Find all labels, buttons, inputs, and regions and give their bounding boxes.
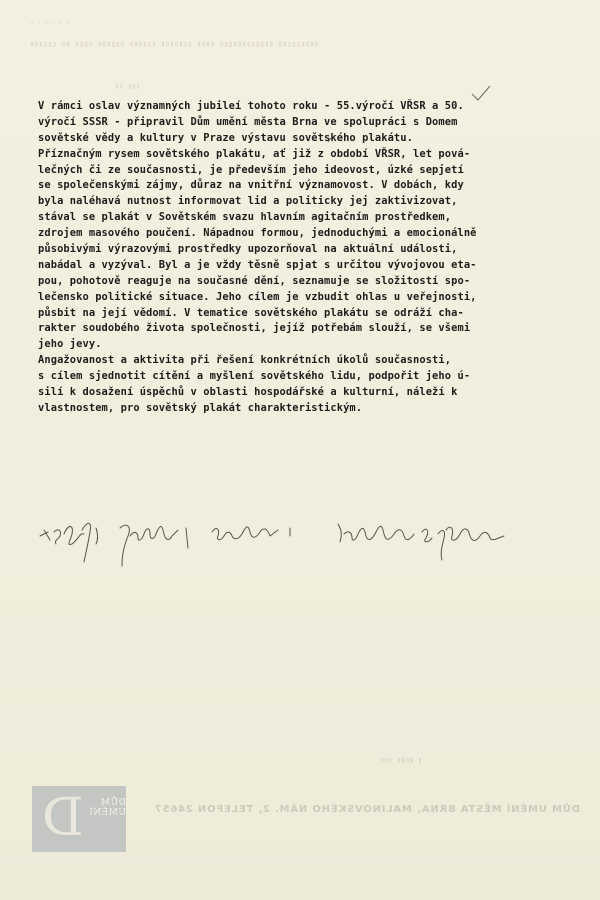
text-line: nabádal a vyzýval. Byl a je vždy těsně spjat s určitou vývojovou eta- (38, 258, 477, 271)
text-line: lečných či ze současnosti, je především jeho ideovost, úzké sepjetí (38, 163, 464, 176)
text-line: působivými výrazovými prostředky upozorňoval na aktuální události, (38, 243, 458, 256)
text-line: rakter soudobého života společnosti, jejíž potřebám slouží, se všemi (38, 322, 471, 335)
faint-bleed-through-top: ▯▯▯▯▯▯ ▯▯ ▯▯▯▯ ▯▯▯▯▯▯ ▯▯▯▯▯▯ ▯▯▯▯▯▯▯ ▯▯▯▯ ▯▯▯▯▯▯▯▯▯▯▯▯ ▯▯▯▯▯▯▯▯▯ (30, 40, 319, 48)
faint-reverse-bleed-through: ▯ ▯▯▯▯ ▯▯▯ (380, 756, 423, 764)
typed-letter-body (38, 99, 578, 417)
text-line: stával se plakát v Sovětském svazu hlavním agitačním prostředkem, (38, 211, 452, 224)
text-line: zdrojem masového poučení. Nápadnou formou, jednoduchými a emocionálně (38, 227, 477, 240)
text-line: jeho jevy. (38, 338, 102, 351)
faint-bleed-through-small: ▯▯ ▯▯▯ (115, 82, 141, 90)
text-line: lečensko politické situace. Jeho cílem je vzbudit ohlas u veřejnosti, (38, 290, 477, 303)
text-line: pou, pohotově reaguje na současné dění, seznamuje se složitostí spo- (38, 274, 471, 287)
text-line: byla naléhavá nutnost informovat lid a politicky jej zaktivizovat, (38, 195, 458, 208)
text-line: V rámci oslav významných jubileí tohoto roku - 55.výročí VŘSR a 50. (38, 100, 464, 112)
handwritten-tick (326, 134, 338, 146)
faint-archive-mark: · · · · · · (30, 20, 70, 27)
logo-monogram: D (42, 788, 84, 848)
text-line: vlastnostem, pro sovětský plakát charakteristickým. (38, 401, 363, 414)
footer-logo-mark (32, 786, 126, 852)
text-line: silí k dosažení úspěchů v oblasti hospodářské a kulturní, náleží k (38, 386, 458, 399)
text-line: s cílem sjednotit cítění a myšlení sovětského lidu, podpořit jeho ú- (38, 370, 471, 383)
text-line: půsbit na její vědomí. V tematice sovětského plakátu se odráží cha- (38, 306, 464, 319)
handwritten-annotation (38, 510, 518, 570)
text-line: Angažovanost a aktivita při řešení konkrétních úkolů současnosti, (38, 354, 452, 367)
text-line: se společenskými zájmy, důraz na vnitřní významovost. V dobách, kdy (38, 179, 464, 192)
footer-letterhead-address: DŮM UMĚNÍ MĚSTA BRNA, MALINOVSKÉHO NÁM. 2, TELEFON 24657 (154, 804, 580, 815)
text-line: výročí SSSR - připravil Dům umění města Brna ve spolupráci s Domem (38, 115, 458, 128)
handwritten-check-mark (470, 84, 492, 104)
text-line: Příznačným rysem sovětského plakátu, ať již z období VŘSR, let pová- (38, 147, 471, 160)
logo-text: DŮM UMĚNÍ (88, 798, 126, 818)
text-line: sovětské vědy a kultury v Praze výstavu sovětského plakátu. (38, 131, 413, 144)
